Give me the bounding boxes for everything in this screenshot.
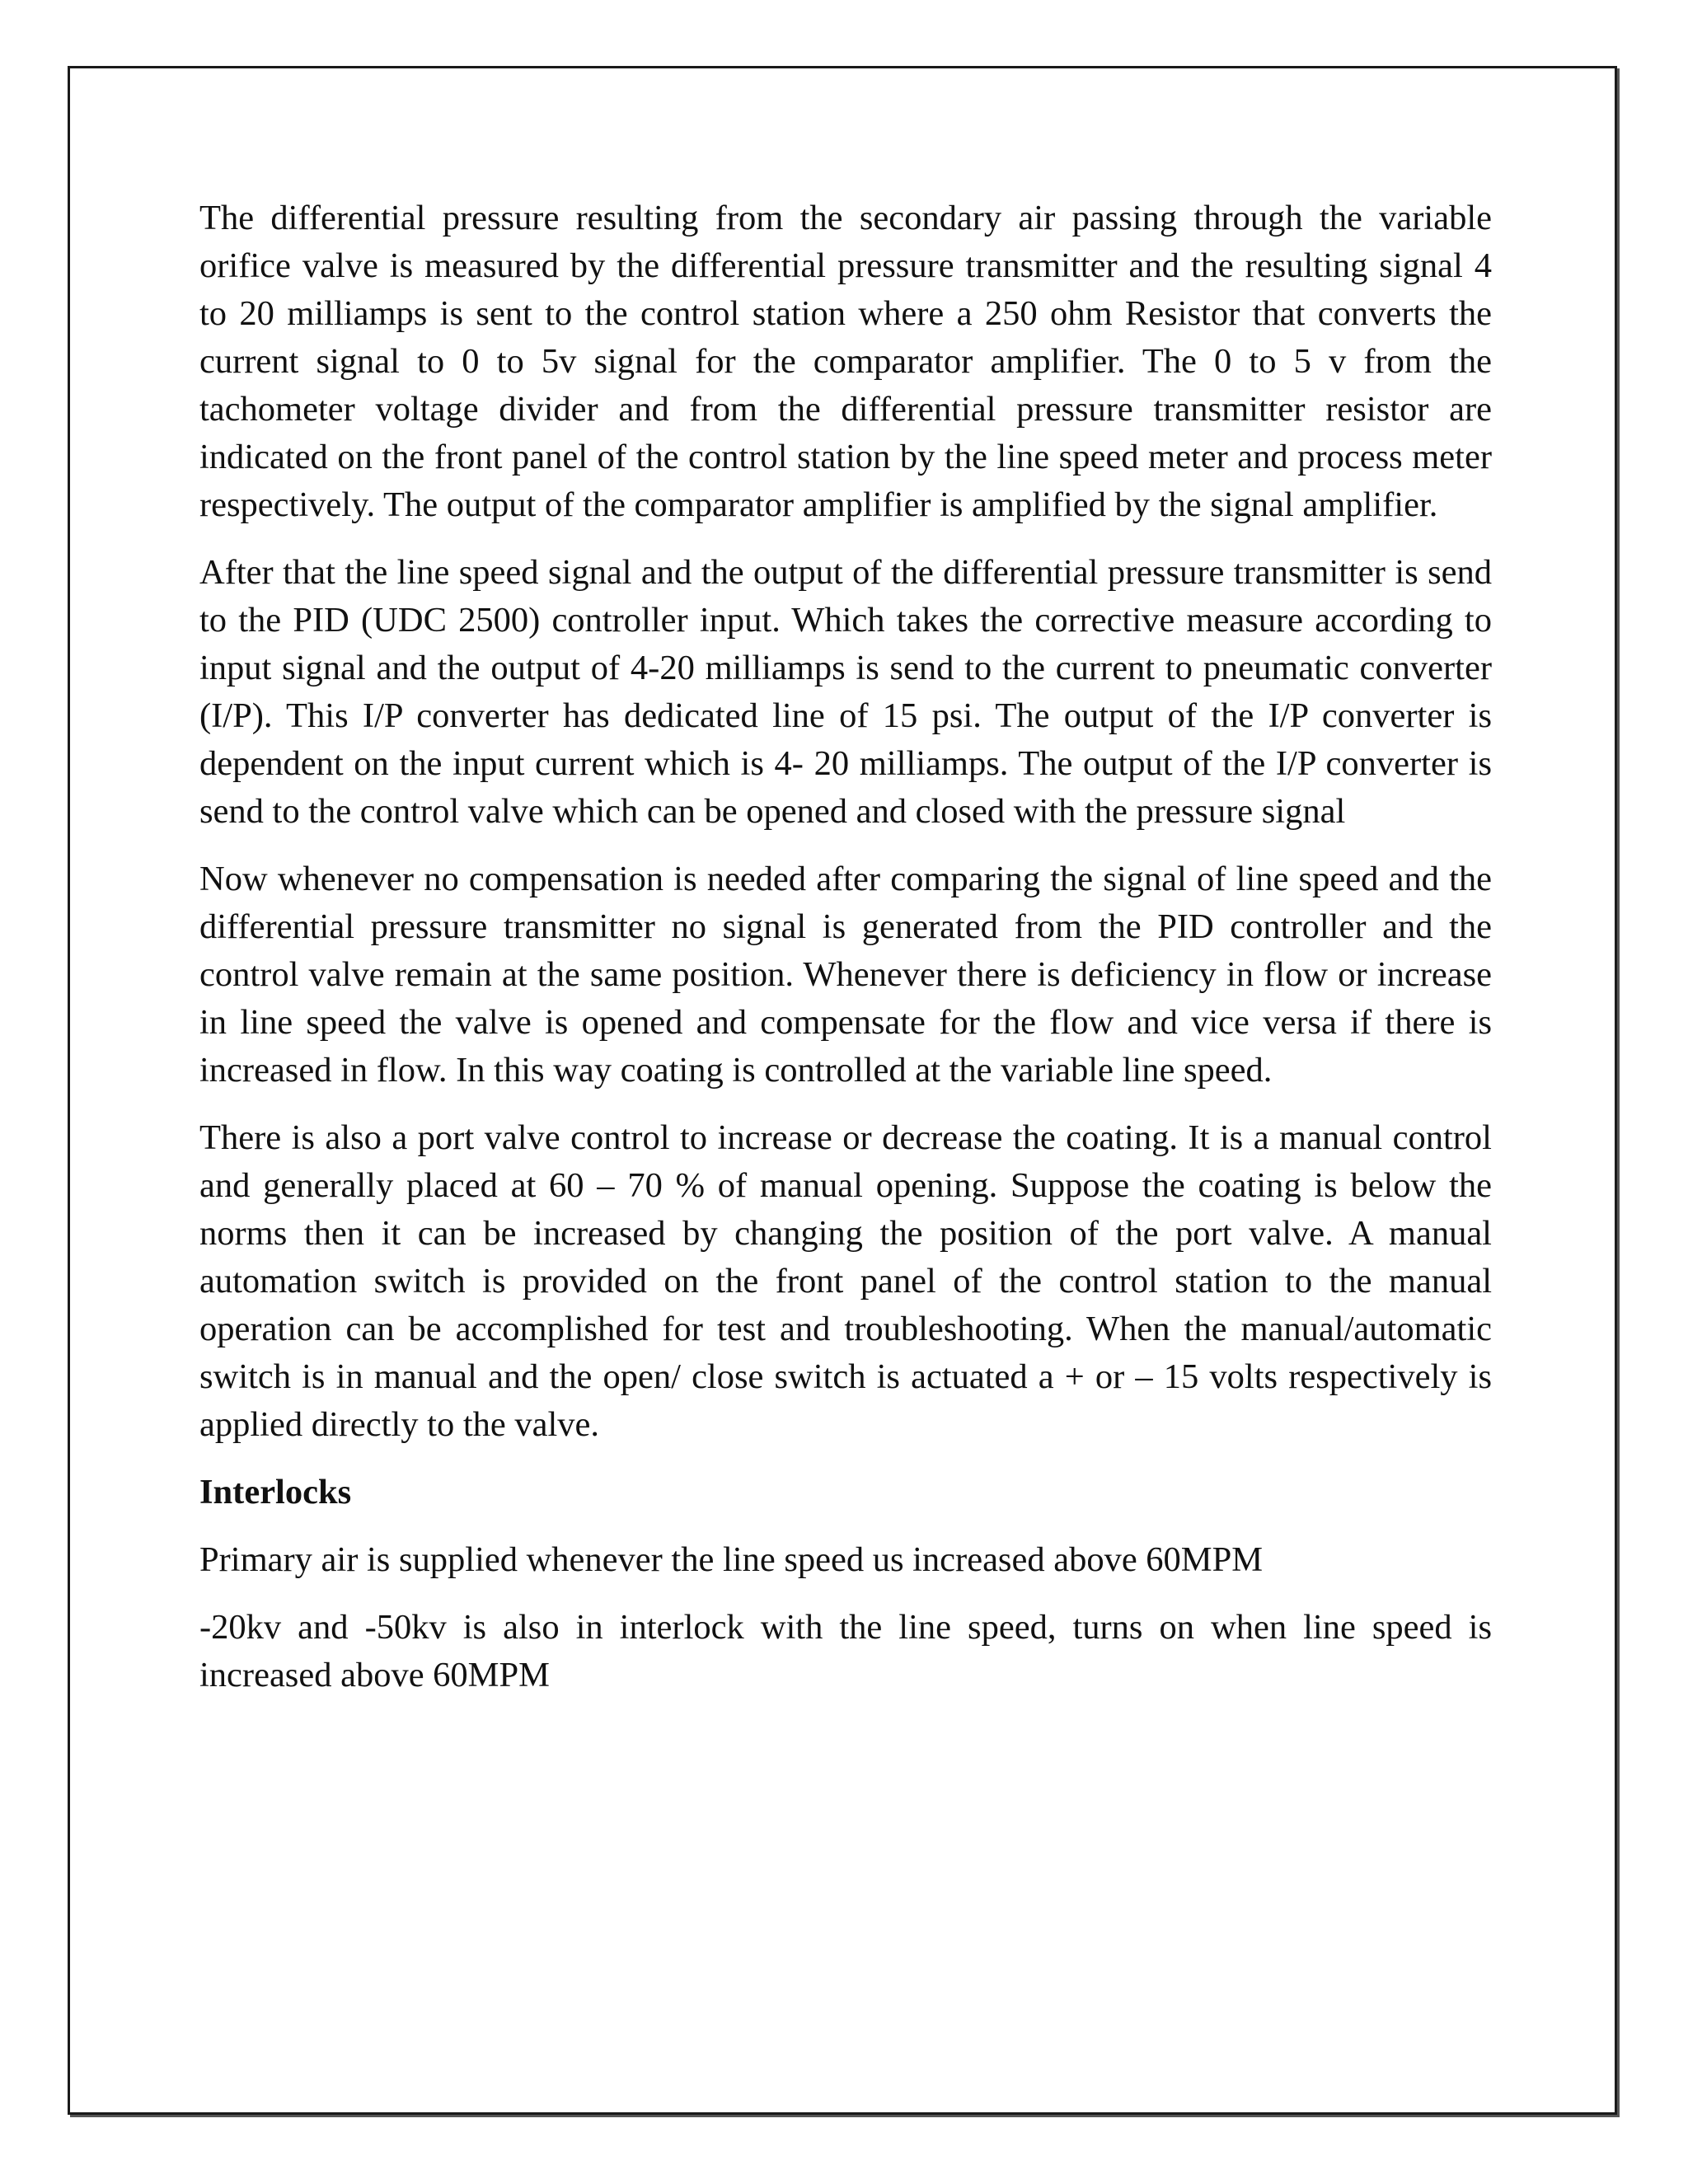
paragraph-compensation: Now whenever no compensation is needed after comparing the signal of line speed and the differential pressure transmitter no signal is generated from the PID controller and the control valve remain at the same position. Whenever there is deficiency in flow or increase in line speed the valve is opened and compensate for the flow and vice versa if there is increased in flow. In this way coating is controlled at the variable line speed.: [199, 860, 1492, 1090]
paragraph-port-valve: There is also a port valve control to increase or decrease the coating. It is a manual control and generally placed at 60 – 70 % of manual opening. Suppose the coating is below the norms then it can be increased by changing the position of the port valve. A manual automation switch is provided on the front panel of the control station to the manual operation can be accomplished for test and troubleshooting. When the manual/automatic switch is in manual and the open/ close switch is actuated a + or – 15 volts respectively is applied directly to the valve.: [199, 1118, 1492, 1444]
interlocks-heading: Interlocks: [199, 1473, 352, 1511]
paragraph-primary-air: Primary air is supplied whenever the line speed us increased above 60MPM: [199, 1540, 1264, 1579]
paragraph-differential-pressure: The differential pressure resulting from the secondary air passing through the variable orifice valve is measured by the differential pressure transmitter and the resulting signal 4 to 20 milliamps is sent to the control station where a 250 ohm Resistor that converts the current signal to 0 to 5v signal for the comparator amplifier. The 0 to 5 v from the tachometer voltage divider and from the differential pressure transmitter resistor are indicated on the front panel of the control station by the line speed meter and process meter respectively. The output of the comparator amplifier is amplified by the signal amplifier.: [199, 199, 1492, 524]
document-body: [199, 194, 1492, 1719]
paragraph-kv-interlock: -20kv and -50kv is also in interlock with the line speed, turns on when line speed is increased above 60MPM: [199, 1608, 1492, 1694]
paragraph-pid-controller: After that the line speed signal and the output of the differential pressure transmitter is send to the PID (UDC 2500) controller input. Which takes the corrective measure according to input signal and the output of 4-20 milliamps is send to the current to pneumatic converter (I/P). This I/P converter has dedicated line of 15 psi. The output of the I/P converter is dependent on the input current which is 4- 20 milliamps. The output of the I/P converter is send to the control valve which can be opened and closed with the pressure signal: [199, 553, 1492, 831]
